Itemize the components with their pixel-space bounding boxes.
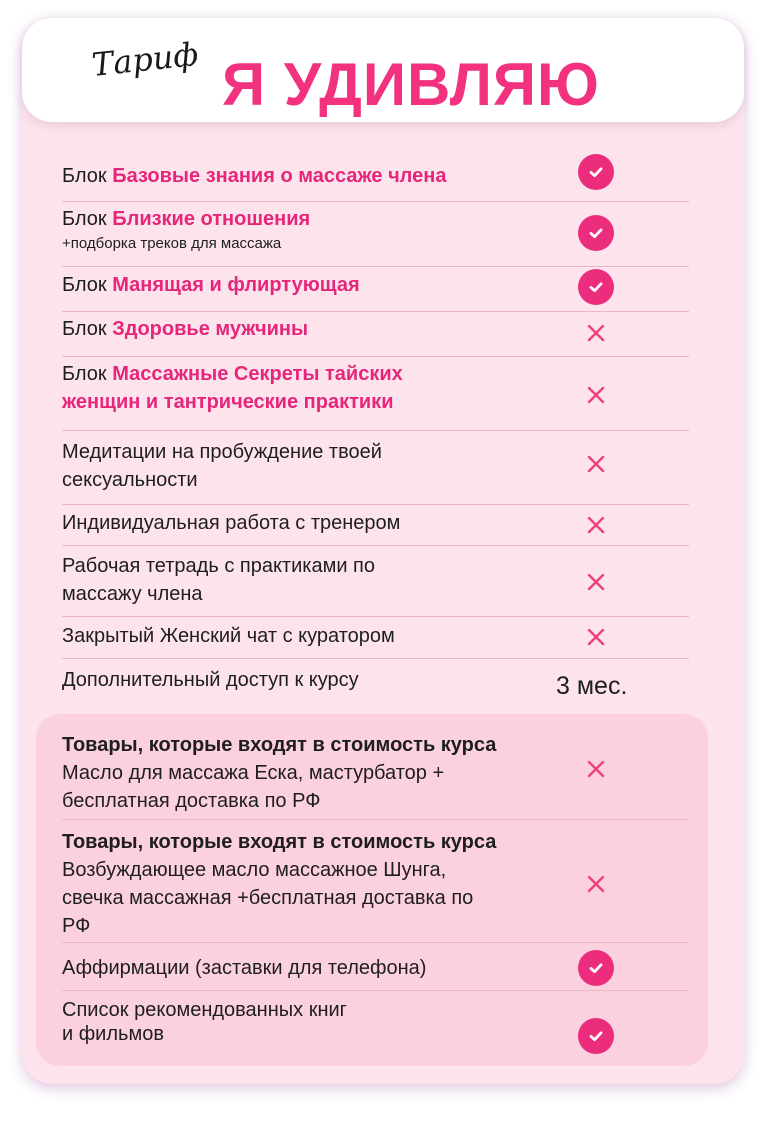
- cross-icon: [578, 377, 614, 413]
- row-text: Рабочая тетрадь с практиками по: [62, 555, 375, 577]
- cross-icon: [578, 507, 614, 543]
- cross-icon: [578, 446, 614, 482]
- tariff-header: [22, 18, 744, 122]
- cross-icon: [578, 751, 614, 787]
- checkmark-circle-icon: [578, 950, 614, 986]
- row-text: Аффирмации (заставки для телефона): [62, 957, 427, 979]
- checkmark-circle-icon: [578, 215, 614, 251]
- row-text: Возбуждающее масло массажное Шунга,: [62, 859, 447, 881]
- row-text: Дополнительный доступ к курсу: [62, 669, 359, 691]
- row-highlight: Близкие отношения: [112, 208, 311, 230]
- row-highlight: женщин и тантрические практики: [62, 391, 394, 413]
- row-text: Медитации на пробуждение твоей: [62, 441, 382, 463]
- row-text: массажу члена: [62, 583, 203, 605]
- checkmark-circle-icon: [578, 269, 614, 305]
- row-prefix: Блок: [62, 165, 113, 187]
- row-text: Индивидуальная работа с тренером: [62, 512, 401, 534]
- cross-icon: [578, 564, 614, 600]
- row-prefix: Блок: [62, 318, 113, 340]
- tariff-label: Тариф: [90, 34, 200, 84]
- row-highlight: Базовые знания о массаже члена: [112, 165, 447, 187]
- product-title: Товары, которые входят в стоимость курса: [62, 831, 497, 853]
- row-text: Список рекомендованных книг: [62, 999, 347, 1021]
- row-note: +подборка треков для массажа: [62, 235, 282, 252]
- row-prefix: Блок: [62, 208, 113, 230]
- row-highlight: Манящая и флиртующая: [112, 274, 360, 296]
- tariff-title: Я УДИВЛЯЮ: [222, 51, 600, 118]
- row-prefix: Блок: [62, 274, 113, 296]
- row-text: и фильмов: [62, 1023, 164, 1045]
- checkmark-circle-icon: [578, 154, 614, 190]
- cross-icon: [578, 315, 614, 351]
- cross-icon: [578, 619, 614, 655]
- row-text: бесплатная доставка по РФ: [62, 790, 321, 812]
- row-text: Закрытый Женский чат с куратором: [62, 625, 395, 647]
- cross-icon: [578, 866, 614, 902]
- row-highlight: Здоровье мужчины: [112, 318, 309, 340]
- product-title: Товары, которые входят в стоимость курса: [62, 734, 497, 756]
- access-duration: 3 мес.: [556, 672, 628, 700]
- row-prefix: Блок: [62, 363, 113, 385]
- row-text: Масло для массажа Еска, мастурбатор +: [62, 762, 445, 784]
- row-text: свечка массажная +бесплатная доставка по: [62, 887, 474, 909]
- row-highlight: Массажные Секреты тайских: [112, 363, 403, 385]
- row-text: РФ: [62, 915, 91, 937]
- row-text: сексуальности: [62, 469, 198, 491]
- checkmark-circle-icon: [578, 1018, 614, 1054]
